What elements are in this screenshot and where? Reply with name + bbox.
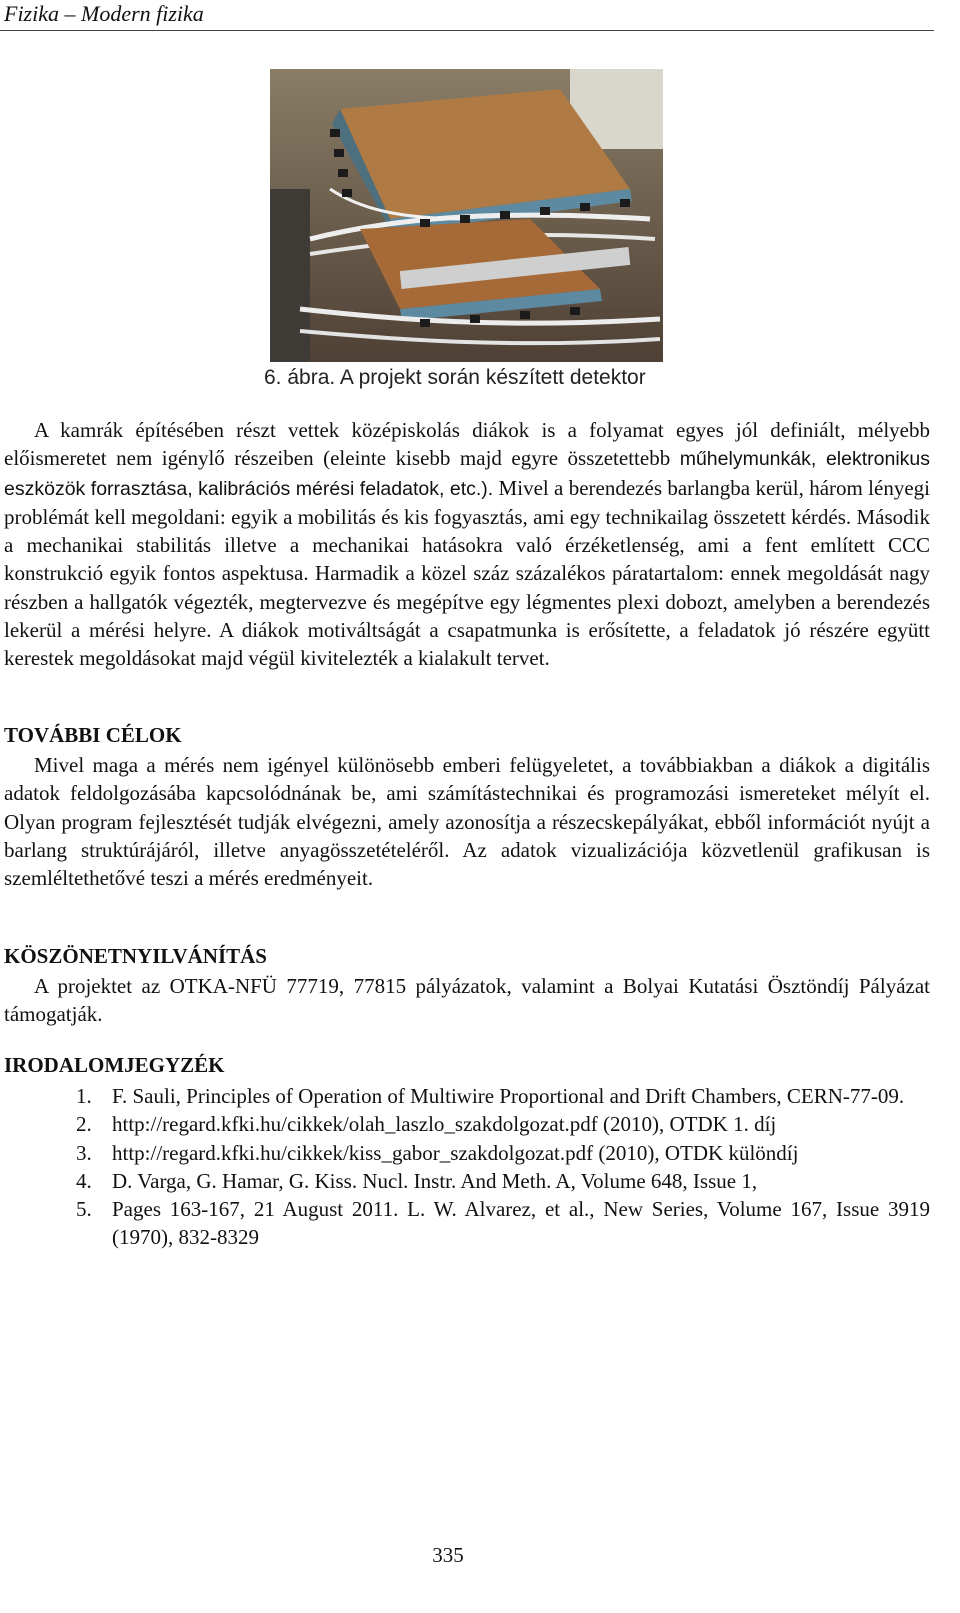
detector-photo [270,69,663,362]
reference-text: http://regard.kfki.hu/cikkek/kiss_gabor_szakdolgozat.pdf (2010), OTDK különdíj [112,1140,799,1165]
detector-illustration [270,69,663,362]
intro-paragraph [4,416,930,673]
reference-item [76,1167,930,1195]
intro-sentence-1: A kamrák építésében részt vettek középiskolás diákok is a folyamat egyes jól definiált, mélyebb előismeretet nem igénylő részeiben (eleinte kisebb majd egyre összetettebb [4,418,930,471]
intro-sans-fragment: műhelymunkák, elektronikus eszközök forrasztása, kalibrációs mérési feladatok, etc.). [4,448,931,500]
reference-item [76,1110,930,1138]
reference-text: Pages 163-167, 21 August 2011. L. W. Alvarez, et al., New Series, Volume 167, Issue 3919 (1970), 832-8329 [112,1197,930,1250]
figure-caption-number: 6. ábra. [264,366,336,389]
reference-item [76,1195,930,1252]
running-header-title: Fizika – Modern fizika [4,1,204,26]
reference-item [76,1139,930,1167]
reference-number: 3. [76,1140,92,1165]
goals-heading: TOVÁBBI CÉLOK [4,723,182,747]
references-heading: IRODALOMJEGYZÉK [4,1053,225,1077]
reference-number: 1. [76,1084,92,1108]
reference-number: 5. [76,1197,92,1222]
reference-number: 4. [76,1168,92,1193]
reference-text: http://regard.kfki.hu/cikkek/olah_laszlo_szakdolgozat.pdf (2010), OTDK 1. díj [112,1112,777,1137]
reference-number: 2. [76,1112,92,1137]
figure-caption-text: A projekt során készített detektor [339,366,646,389]
reference-list [76,1082,930,1252]
reference-text: F. Sauli, Principles of Operation of Multiwire Proportional and Drift Chambers, CERN-77-09. [112,1084,905,1108]
reference-text: D. Varga, G. Hamar, G. Kiss. Nucl. Instr. And Meth. A, Volume 648, Issue 1, [112,1168,758,1193]
reference-item [76,1082,930,1110]
page-number: 335 [432,1543,464,1567]
figure-caption [264,366,646,390]
intro-sentence-2: Mivel a berendezés barlangba kerül, három lényegi problémát kell megoldani: egyik a mobilitás és kis fogyasztás, ami egy technikailag összetett kérdés. Második a mechanikai stabilitás illetve a mechanikai hatásokra való érzéketlenség, ami a fent említett CCC konstrukció egyik fontos aspektusa. Harmadik a közel száz százalékos páratartalom: ennek megoldását nagy részben a hallgatók végezték, megtervezve és megépítve egy légmentes plexi dobozt, amelyben a berendezés lekerül a mérési helyre. A diákok motiváltságát a csapatmunka is erősítette, a feladatok jó részére együtt kerestek megoldásokat majd végül kivitelezték a kialakult tervet. [4,475,930,671]
thanks-paragraph: A projektet az OTKA-NFÜ 77719, 77815 pályázatok, valamint a Bolyai Kutatási Ösztöndíj Pályázat támogatják. [4,974,930,1027]
goals-paragraph: Mivel maga a mérés nem igényel különösebb emberi felügyeletet, a továbbiakban a diákok a digitális adatok feldolgozásába kapcsolódnának be, ami számítástechnikai és programozási ismereteket mélyít el. Olyan program fejlesztését tudják elvégezni, amely azonosítja a részecskepályákat, ebből információt nyújt a barlang struktúrájáról, illetve anyagösszetételéről. Az adatok vizualizációja közvetlenül grafikusan is szemléltethetővé teszi a mérés eredményeit. [4,753,930,891]
thanks-heading: KÖSZÖNETNYILVÁNÍTÁS [4,944,267,968]
running-header [0,0,934,31]
